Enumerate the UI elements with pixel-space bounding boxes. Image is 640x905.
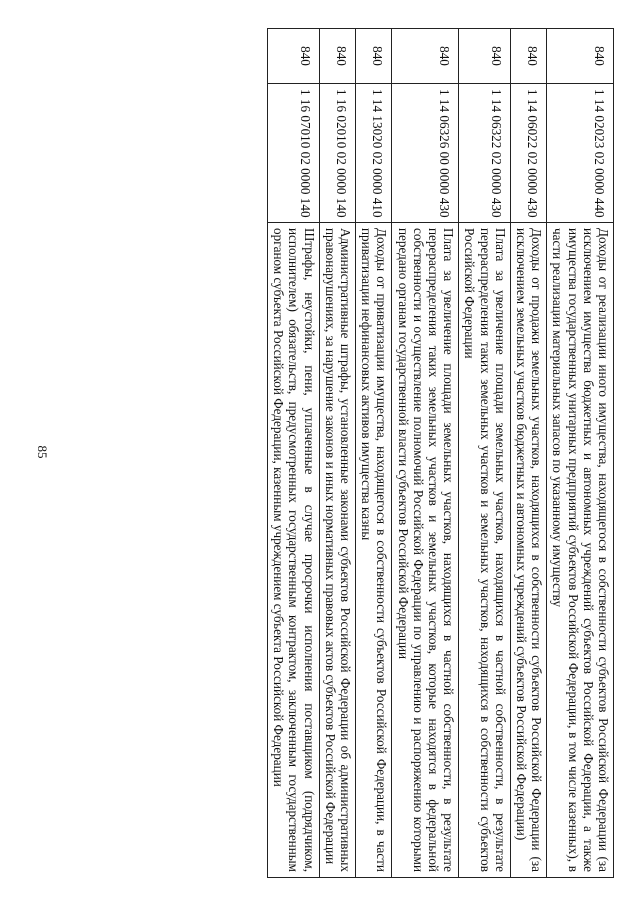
budget-code-cell: 1 14 06322 02 0000 430 [459, 84, 511, 223]
page-number: 85 [35, 445, 50, 459]
budget-codes-table-rotated [74, 28, 614, 878]
income-name-cell: Административные штрафы, установленные законами субъектов Российской Федерации об административных правонарушениях, за нарушение законов и иных нормативных правовых актов субъектов Российской Федерации [319, 223, 355, 878]
income-name-cell: Штрафы, неустойки, пени, уплаченные в случае просрочки исполнения поставщиком (подрядчиком, исполнителем) обязательств, предусмотренных государственным контрактом, заключенным государственным органом субъекта Российской Федерации, казенным учреждением субъекта Российской Федерации [267, 223, 319, 878]
table-row [267, 29, 319, 878]
admin-code-cell: 840 [319, 29, 355, 84]
table-row [319, 29, 355, 878]
budget-code-cell: 1 14 06326 00 0000 430 [392, 84, 459, 223]
budget-code-cell: 1 14 06022 02 0000 430 [510, 84, 546, 223]
income-name-cell: Доходы от продажи земельных участков, находящихся в собственности субъектов Российской Федерации (за исключением земельных участков бюджетных и автономных учреждений субъектов Российской Федерации) [510, 223, 546, 878]
budget-code-cell: 1 14 13020 02 0000 410 [355, 84, 391, 223]
income-name-cell: Плата за увеличение площади земельных участков, находящихся в частной собственности, в результате перераспределения таких земельных участков и земельных участков, находящихся в собственности субъектов Российской Федерации [459, 223, 511, 878]
admin-code-cell: 840 [459, 29, 511, 84]
table-row [392, 29, 459, 878]
budget-codes-table [267, 28, 614, 878]
income-name-cell: Плата за увеличение площади земельных участков, находящихся в частной собственности, в результате перераспределения таких земельных участков и земельных участков, которые находятся в федеральной собственности и осуществление полномочий Российской Федерации по управлению и распоряжению которыми передано органам государственной власти субъектов Российской Федерации [392, 223, 459, 878]
table-row [510, 29, 546, 878]
admin-code-cell: 840 [355, 29, 391, 84]
budget-code-cell: 1 16 07010 02 0000 140 [267, 84, 319, 223]
budget-codes-table-frame [74, 28, 614, 878]
admin-code-cell: 840 [547, 29, 614, 84]
income-name-cell: Доходы от приватизации имущества, находящегося в собственности субъектов Российской Федерации, в части приватизации нефинансовых активов имущества казны [355, 223, 391, 878]
admin-code-cell: 840 [392, 29, 459, 84]
table-row [355, 29, 391, 878]
admin-code-cell: 840 [267, 29, 319, 84]
table-row [459, 29, 511, 878]
admin-code-cell: 840 [510, 29, 546, 84]
budget-code-cell: 1 16 02010 02 0000 140 [319, 84, 355, 223]
budget-code-cell: 1 14 02023 02 0000 440 [547, 84, 614, 223]
income-name-cell: Доходы от реализации иного имущества, находящегося в собственности субъектов Российской Федерации (за исключением имущества бюджетных и автономных учреждений субъектов Российской Федерации, а также имущества государственных унитарных предприятий субъектов Российской Федерации, в том числе казенных), в части реализации материальных запасов по указанному имуществу [547, 223, 614, 878]
table-row [547, 29, 614, 878]
